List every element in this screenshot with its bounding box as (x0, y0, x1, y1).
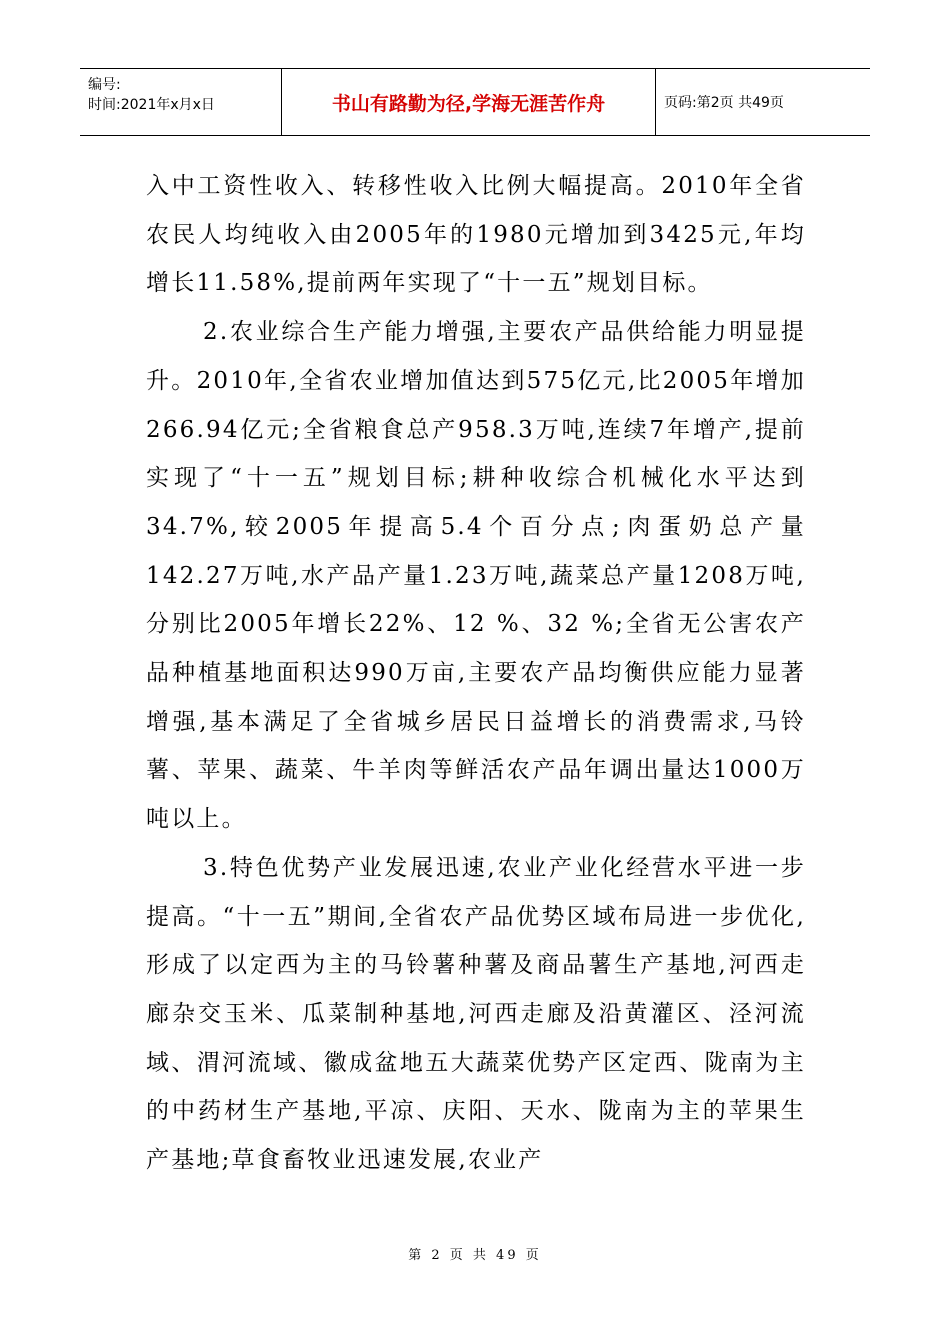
paragraph-3: 3.特色优势产业发展迅速,农业产业化经营水平进一步提高。“十一五”期间,全省农产品优势区域布局进一步优化,形成了以定西为主的马铃薯种薯及商品薯生产基地,河西走廊杂交玉米、瓜菜制种基地,河西走廊及沿黄灌区、泾河流域、渭河流域、徽成盆地五大蔬菜优势产区定西、陇南为主的中药材生产基地,平凉、庆阳、天水、陇南为主的苹果生产基地;草食畜牧业迅速发展,农业产 (146, 854, 806, 1174)
header-meta (80, 69, 282, 135)
paragraph-1: 入中工资性收入、转移性收入比例大幅提高。2010年全省农民人均纯收入由2005年的1980元增加到3425元,年均增长11.58%,提前两年实现了“十一五”规划目标。 (146, 173, 806, 297)
header-motto: 书山有路勤为径,学海无涯苦作舟 (282, 69, 656, 135)
document-body (146, 162, 806, 1185)
document-date: 时间:2021年x月x日 (88, 97, 215, 113)
header-page-info: 页码:第2页 共49页 (664, 95, 784, 111)
page-header (80, 68, 870, 136)
document-number-label: 编号: (88, 77, 121, 93)
paragraph-2: 2.农业综合生产能力增强,主要农产品供给能力明显提升。2010年,全省农业增加值达到575亿元,比2005年增加266.94亿元;全省粮食总产958.3万吨,连续7年增产,提前实现了“十一五”规划目标;耕种收综合机械化水平达到34.7%,较2005年提高5.4个百分点;肉蛋奶总产量142.27万吨,水产品产量1.23万吨,蔬菜总产量1208万吨,分别比2005年增长22%、12 %、32 %;全省无公害农产品种植基地面积达990万亩,主要农产品均衡供应能力显著增强,基本满足了全省城乡居民日益增长的消费需求,马铃薯、苹果、蔬菜、牛羊肉等鲜活农产品年调出量达1000万吨以上。 (146, 319, 806, 833)
page-footer: 第 2 页 共 49 页 (408, 1248, 542, 1263)
